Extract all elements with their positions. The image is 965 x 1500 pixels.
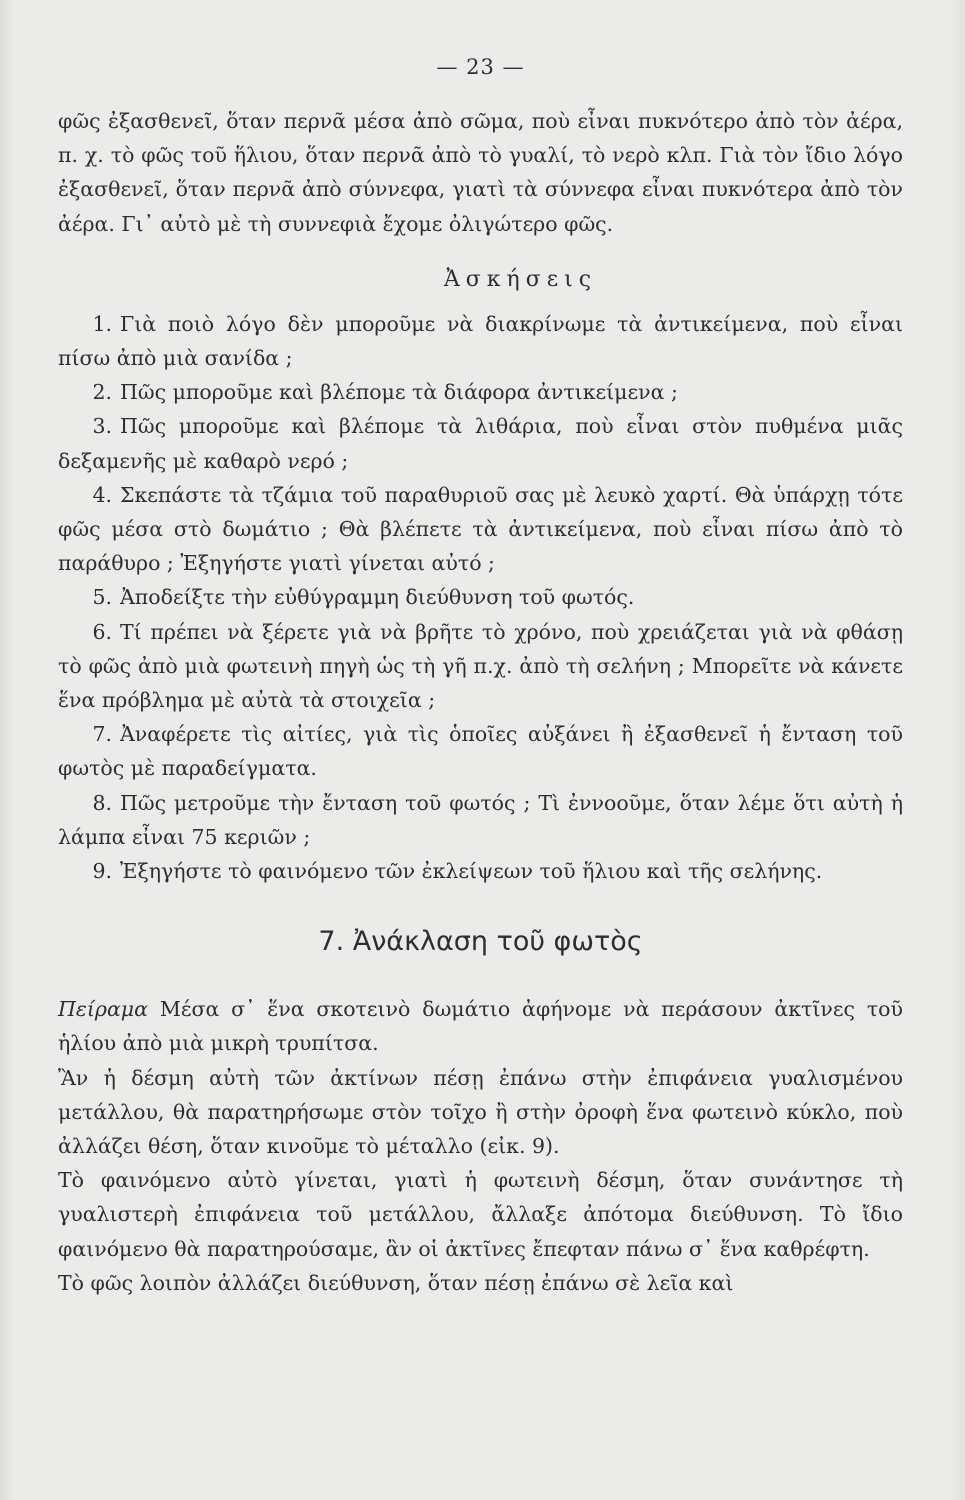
exercise-text: Σκεπάστε τὰ τζάμια τοῦ παραθυριοῦ σας μὲ λευκὸ χαρτί. Θὰ ὑπάρχῃ τότε φῶς μέσα στὸ δωμάτιο ; Θὰ βλέπετε τὰ ἀντικείμενα, ποὺ εἶναι πίσω ἀπὸ τὸ παράθυρο ; Ἐξηγήστε γιατὶ γίνεται αὐτό ;: [58, 482, 903, 576]
exercises-heading: Ἀσκήσεις: [443, 266, 598, 292]
page-number: — 23 —: [436, 55, 525, 79]
exercise-text: Πῶς μποροῦμε καὶ βλέπομε τὰ λιθάρια, ποὺ εἶναι στὸν πυθμένα μιᾶς δεξαμενῆς μὲ καθαρὸ νερό ;: [58, 414, 903, 473]
intro-text: φῶς ἐξασθενεῖ, ὅταν περνᾶ μέσα ἀπὸ σῶμα, ποὺ εἶναι πυκνότερο ἀπὸ τὸν ἀέρα, π. χ. τὸ φῶς τοῦ ἥλιου, ὅταν περνᾶ ἀπὸ τὸ γυαλί, τὸ νερὸ κλπ. Γιὰ τὸν ἴδιο λόγο ἐξασθενεῖ, ὅταν περνᾶ ἀπὸ σύννεφα, γιατὶ τὰ σύννεφα εἶναι πυκνότερα ἀπὸ τὸν ἀέρα. Γι᾿ αὐτὸ μὲ τὴ συννεφιὰ ἔχομε ὀλιγώτερο φῶς.: [58, 109, 903, 236]
exercise-item: [58, 375, 903, 409]
intro-paragraph: [58, 104, 903, 241]
exercise-number: 6.: [92, 619, 112, 644]
exercise-item: [58, 478, 903, 581]
exercise-number: 1.: [92, 311, 112, 336]
exercise-text: Τί πρέπει νὰ ξέρετε γιὰ νὰ βρῆτε τὸ χρόνο, ποὺ χρειάζεται γιὰ νὰ φθάσῃ τὸ φῶς ἀπὸ μιὰ φωτεινὴ πηγὴ ὡς τὴ γῆ π.χ. ἀπὸ τὴ σελήνη ; Μπορεῖτε νὰ κάνετε ἕνα πρόβλημα μὲ αὐτὰ τὰ στοιχεῖα ;: [58, 619, 903, 713]
exercise-text: Ἀναφέρετε τὶς αἰτίες, γιὰ τὶς ὁποῖες αὐξάνει ἢ ἐξασθενεῖ ἡ ἔνταση τοῦ φωτὸς μὲ παραδείγματα.: [58, 722, 903, 781]
body-paragraph: Τὸ φαινόμενο αὐτὸ γίνεται, γιατὶ ἡ φωτεινὴ δέσμη, ὅταν συνάντησε τὴ γυαλιστερὴ ἐπιφάνεια τοῦ μετάλλου, ἄλλαξε ἀπότομα διεύθυνση. Τὸ ἴδιο φαινόμενο θὰ παρατηρούσαμε, ἂν οἱ ἀκτῖνες ἔπεφταν πάνω σ᾿ ἕνα καθρέφτη.: [58, 1168, 903, 1261]
experiment-label: Πείραμα: [58, 997, 148, 1022]
exercise-number: 9.: [92, 859, 112, 884]
exercise-number: 5.: [92, 585, 112, 610]
exercise-item: [58, 786, 903, 854]
exercise-item: [58, 615, 903, 718]
body-paragraph: Τὸ φῶς λοιπὸν ἀλλάζει διεύθυνση, ὅταν πέσῃ ἐπάνω σὲ λεῖα καὶ: [58, 1270, 734, 1295]
exercise-number: 4.: [92, 482, 112, 507]
exercise-text: Ἀποδείξτε τὴν εὐθύγραμμη διεύθυνση τοῦ φωτός.: [120, 585, 635, 610]
experiment-paragraph: [58, 992, 903, 1060]
exercises-list: [58, 307, 903, 888]
exercise-number: 8.: [92, 790, 112, 815]
exercise-text: Πῶς μετροῦμε τὴν ἔνταση τοῦ φωτός ; Τὶ ἐννοοῦμε, ὅταν λέμε ὅτι αὐτὴ ἡ λάμπα εἶναι 75 κεριῶν ;: [58, 790, 903, 849]
exercise-item: [58, 717, 903, 785]
exercise-number: 3.: [92, 414, 112, 439]
section-title: 7. Ἀνάκλαση τοῦ φωτὸς: [318, 926, 643, 958]
exercise-item: [58, 580, 903, 614]
exercise-item: [58, 409, 903, 477]
exercise-text: Πῶς μποροῦμε καὶ βλέπομε τὰ διάφορα ἀντικείμενα ;: [120, 380, 678, 405]
paragraph-text: Μέσα σ᾿ ἕνα σκοτεινὸ δωμάτιο ἀφήνομε νὰ περάσουν ἀκτῖνες τοῦ ἡλίου ἀπὸ μιὰ μικρὴ τρυπίτσα.: [58, 997, 903, 1056]
exercise-text: Γιὰ ποιὸ λόγο δὲν μποροῦμε νὰ διακρίνωμε τὰ ἀντικείμενα, ποὺ εἶναι πίσω ἀπὸ μιὰ σανίδα ;: [58, 311, 903, 371]
body-paragraph: Ἂν ἡ δέσμη αὐτὴ τῶν ἀκτίνων πέσῃ ἐπάνω στὴν ἐπιφάνεια γυαλισμένου μετάλλου, θὰ παρατηρήσωμε στὸν τοῖχο ἢ στὴν ὀροφὴ ἕνα φωτεινὸ κύκλο, ποὺ ἀλλάζει θέση, ὅταν κινοῦμε τὸ μέταλλο (εἰκ. 9).: [58, 1065, 903, 1159]
section-body: [58, 992, 903, 1300]
exercise-number: 2.: [92, 380, 112, 405]
exercise-item: [58, 307, 903, 375]
exercise-item: [58, 854, 903, 888]
exercise-number: 7.: [92, 722, 112, 747]
exercise-text: Ἐξηγήστε τὸ φαινόμενο τῶν ἐκλείψεων τοῦ ἥλιου καὶ τῆς σελήνης.: [120, 859, 823, 884]
